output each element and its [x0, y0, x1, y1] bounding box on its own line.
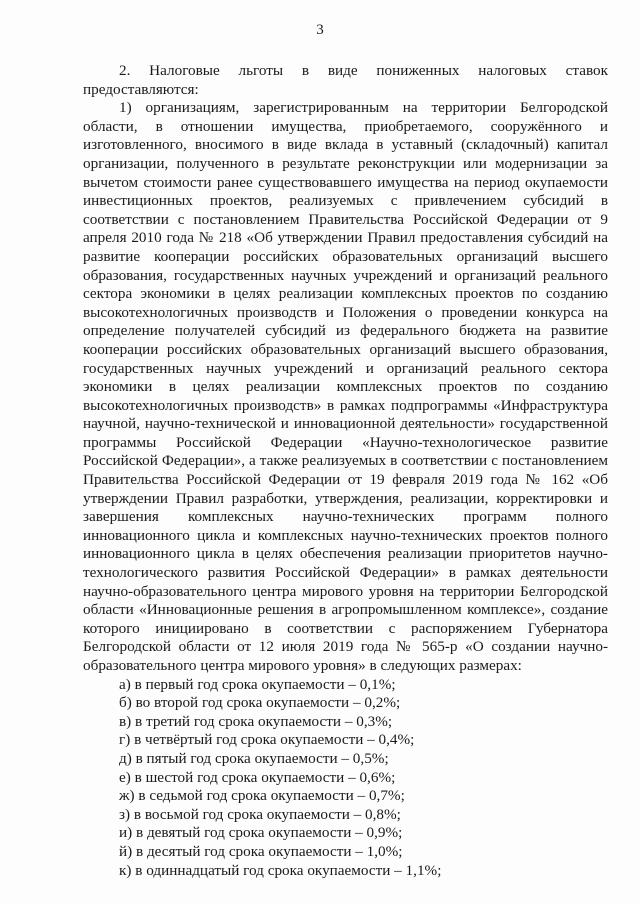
rate-item: б) во второй год срока окупаемости – 0,2%;	[119, 694, 401, 712]
rate-item: и) в девятый год срока окупаемости – 0,9%;	[119, 824, 403, 842]
rate-item: г) в четвёртый год срока окупаемости – 0,4%;	[119, 731, 415, 749]
intro-paragraph: 2. Налоговые льготы в виде пониженных налоговых ставок предоставляются:	[83, 62, 608, 98]
rate-item: а) в первый год срока окупаемости – 0,1%;	[119, 675, 396, 693]
rate-item: й) в десятый год срока окупаемости – 1,0%;	[119, 842, 403, 860]
page-number: 3	[316, 22, 324, 38]
rate-item: з) в восьмой год срока окупаемости – 0,8%;	[119, 805, 401, 823]
clause-paragraph: 1) организациям, зарегистрированным на территории Белгородской области, в отношении имущества, приобретаемого, сооружённого и изготовленного, вносимого в виде вклада в уставный (складочный) капитал организации, полученного в результате реконструкции или модернизации за вычетом стоимости ранее существовавшего имущества на период окупаемости инвестиционных проектов, реализуемых с привлечением субсидий в соответствии с постановлением Правительства Российской Федерации от 9 апреля 2010 года № 218 «Об утверждении Правил предоставления субсидий на развитие кооперации российских образовательных организаций высшего образования, государственных научных учреждений и организаций реального сектора экономики в целях реализации комплексных проектов по созданию высокотехнологичных производств и Положения о проведении конкурса на определение получателей субсидий из федерального бюджета на развитие кооперации российских образовательных организаций высшего образования, государственных научных учреждений и организаций реального сектора экономики в целях реализации комплексных проектов по созданию высокотехнологичных производств» в рамках подпрограммы «Инфраструктура научной, научно-технической и инновационной деятельности» государственной программы Российской Федерации «Научно-технологическое развитие Российской Федерации», а также реализуемых в соответствии с постановлением Правительства Российской Федерации от 19 февраля 2019 года № 162 «Об утверждении Правил разработки, утверждения, реализации, корректировки и завершения комплексных научно-технических программ полного инновационного цикла и комплексных научно-технических проектов полного инновационного цикла в целях обеспечения реализации приоритетов научно-технологического развития Российской Федерации» в рамках деятельности научно-образовательного центра мирового уровня на территории Белгородской области «Инновационные решения в агропромышленном комплексе», создание которого инициировано в соответствии с распоряжением Губернатора Белгородской области от 12 июля 2019 года № 565-р «О создании научно-образовательного центра мирового уровня» в следующих размерах:	[83, 99, 608, 674]
document-body	[83, 62, 608, 880]
rate-item: к) в одиннадцатый год срока окупаемости – 1,1%;	[119, 861, 442, 879]
rates-list	[83, 676, 608, 881]
rate-item: ж) в седьмой год срока окупаемости – 0,7%;	[119, 787, 405, 805]
rate-item: в) в третий год срока окупаемости – 0,3%;	[119, 712, 393, 730]
rate-item: д) в пятый год срока окупаемости – 0,5%;	[119, 749, 389, 767]
rate-item: е) в шестой год срока окупаемости – 0,6%;	[119, 768, 396, 786]
